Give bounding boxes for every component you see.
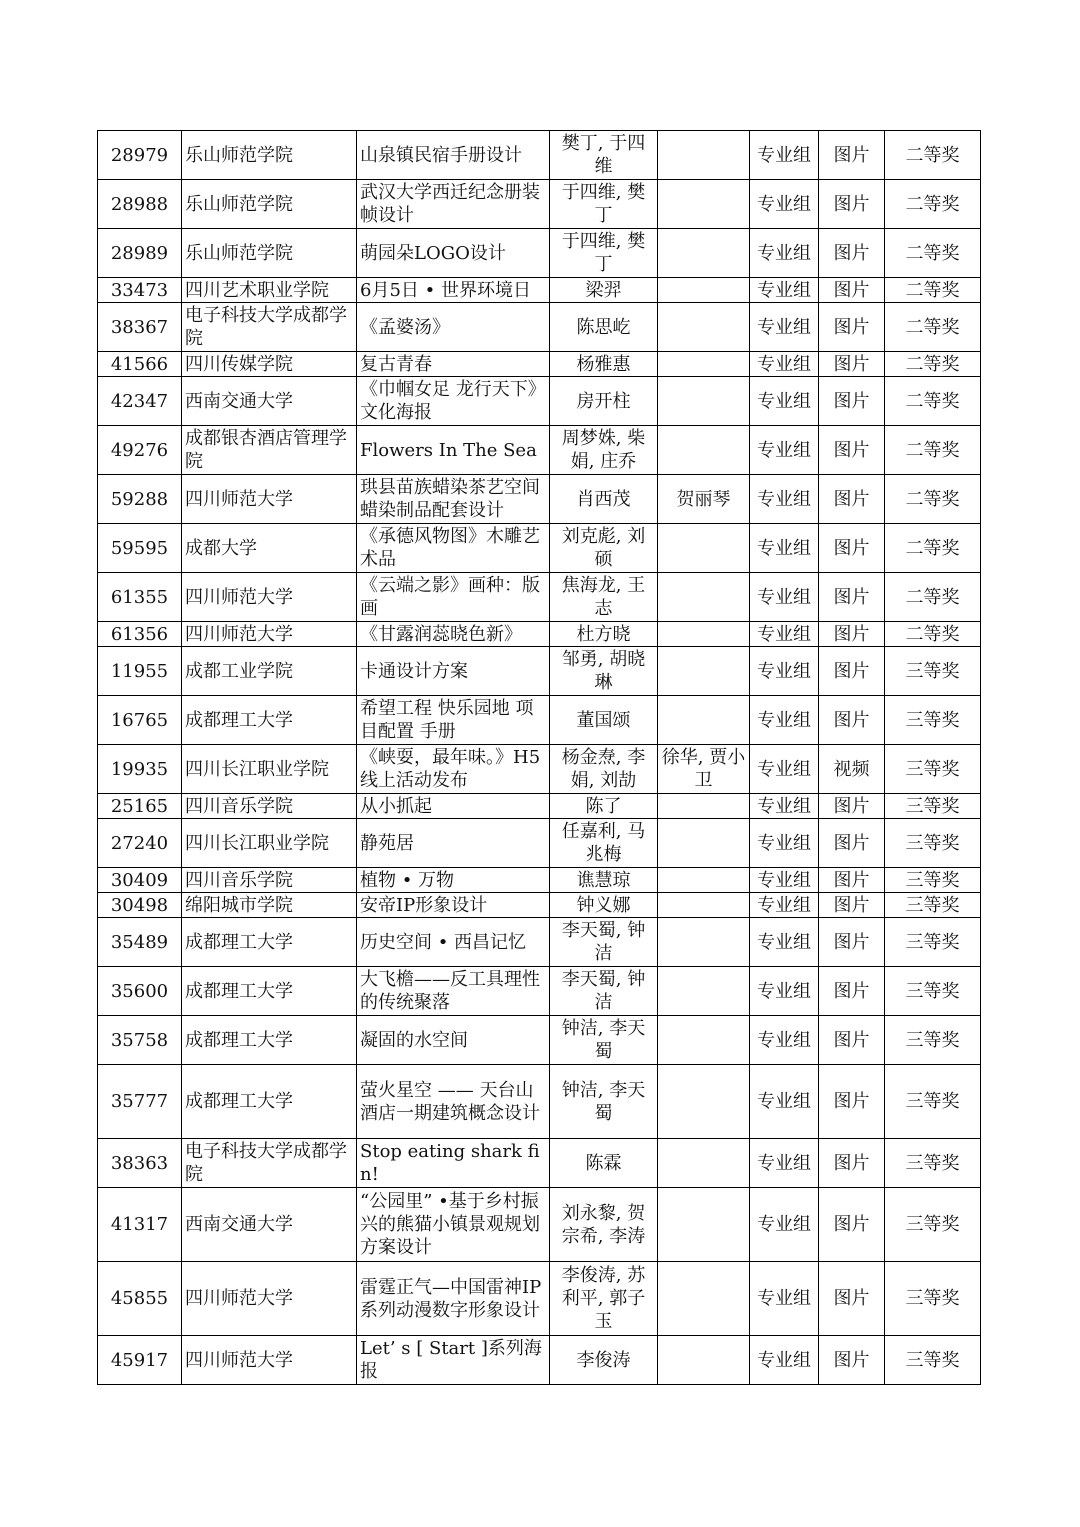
- table-row: [98, 1188, 981, 1262]
- advisor-cell: [658, 893, 750, 918]
- award-level-cell: 三等奖: [885, 893, 981, 918]
- work-title-cell: Flowers In The Sea: [357, 426, 550, 475]
- advisor-cell: [658, 229, 750, 278]
- work-type-cell: 图片: [819, 794, 885, 819]
- school-cell: 电子科技大学成都学院: [182, 303, 357, 352]
- work-type-cell: 图片: [819, 303, 885, 352]
- school-cell: 成都工业学院: [182, 647, 357, 696]
- table-row: [98, 794, 981, 819]
- authors-cell: 焦海龙, 王志: [550, 573, 658, 622]
- entry-id-cell: 42347: [98, 377, 182, 426]
- table-row: [98, 819, 981, 868]
- award-level-cell: 二等奖: [885, 229, 981, 278]
- work-title-cell: 武汉大学西迁纪念册装帧设计: [357, 180, 550, 229]
- entry-id-cell: 35600: [98, 967, 182, 1016]
- entry-id-cell: 35489: [98, 918, 182, 967]
- award-level-cell: 三等奖: [885, 1065, 981, 1139]
- award-level-cell: 三等奖: [885, 745, 981, 794]
- school-cell: 西南交通大学: [182, 377, 357, 426]
- group-cell: 专业组: [750, 352, 819, 377]
- table-row: [98, 524, 981, 573]
- authors-cell: 李俊涛, 苏利平, 郭子玉: [550, 1262, 658, 1336]
- school-cell: 乐山师范学院: [182, 229, 357, 278]
- authors-cell: 钟洁, 李天蜀: [550, 1016, 658, 1065]
- authors-cell: 肖西茂: [550, 475, 658, 524]
- school-cell: 四川长江职业学院: [182, 819, 357, 868]
- entry-id-cell: 35777: [98, 1065, 182, 1139]
- award-level-cell: 二等奖: [885, 180, 981, 229]
- table-row: [98, 1065, 981, 1139]
- work-type-cell: 图片: [819, 377, 885, 426]
- award-level-cell: 二等奖: [885, 352, 981, 377]
- advisor-cell: [658, 696, 750, 745]
- advisor-cell: [658, 524, 750, 573]
- authors-cell: 李天蜀, 钟洁: [550, 918, 658, 967]
- authors-cell: 杜方晓: [550, 622, 658, 647]
- group-cell: 专业组: [750, 967, 819, 1016]
- authors-cell: 陈霖: [550, 1139, 658, 1188]
- table-row: [98, 131, 981, 180]
- group-cell: 专业组: [750, 229, 819, 278]
- group-cell: 专业组: [750, 1336, 819, 1385]
- school-cell: 成都理工大学: [182, 696, 357, 745]
- work-type-cell: 图片: [819, 573, 885, 622]
- table-row: [98, 622, 981, 647]
- authors-cell: 房开柱: [550, 377, 658, 426]
- authors-cell: 钟义娜: [550, 893, 658, 918]
- advisor-cell: 贺丽琴: [658, 475, 750, 524]
- school-cell: 四川师范大学: [182, 475, 357, 524]
- advisor-cell: [658, 1262, 750, 1336]
- work-type-cell: 图片: [819, 696, 885, 745]
- entry-id-cell: 59288: [98, 475, 182, 524]
- table-row: [98, 278, 981, 303]
- group-cell: 专业组: [750, 426, 819, 475]
- table-row: [98, 745, 981, 794]
- work-type-cell: 图片: [819, 131, 885, 180]
- work-title-cell: 6月5日 • 世界环境日: [357, 278, 550, 303]
- work-title-cell: 安帝IP形象设计: [357, 893, 550, 918]
- entry-id-cell: 49276: [98, 426, 182, 475]
- school-cell: 成都理工大学: [182, 918, 357, 967]
- work-type-cell: 图片: [819, 1336, 885, 1385]
- advisor-cell: [658, 647, 750, 696]
- group-cell: 专业组: [750, 918, 819, 967]
- advisor-cell: [658, 377, 750, 426]
- award-level-cell: 三等奖: [885, 819, 981, 868]
- authors-cell: 杨金焘, 李娟, 刘劼: [550, 745, 658, 794]
- entry-id-cell: 27240: [98, 819, 182, 868]
- group-cell: 专业组: [750, 131, 819, 180]
- advisor-cell: [658, 967, 750, 1016]
- advisor-cell: [658, 918, 750, 967]
- group-cell: 专业组: [750, 622, 819, 647]
- group-cell: 专业组: [750, 1065, 819, 1139]
- work-type-cell: 图片: [819, 352, 885, 377]
- school-cell: 绵阳城市学院: [182, 893, 357, 918]
- entry-id-cell: 45855: [98, 1262, 182, 1336]
- work-title-cell: 《甘露润蕊晓色新》: [357, 622, 550, 647]
- entry-id-cell: 38363: [98, 1139, 182, 1188]
- award-level-cell: 二等奖: [885, 303, 981, 352]
- entry-id-cell: 61355: [98, 573, 182, 622]
- award-level-cell: 三等奖: [885, 696, 981, 745]
- work-title-cell: 《巾帼女足 龙行天下》文化海报: [357, 377, 550, 426]
- work-type-cell: 图片: [819, 1065, 885, 1139]
- work-type-cell: 图片: [819, 1188, 885, 1262]
- school-cell: 西南交通大学: [182, 1188, 357, 1262]
- table-row: [98, 180, 981, 229]
- table-row: [98, 475, 981, 524]
- group-cell: 专业组: [750, 819, 819, 868]
- table-row: [98, 647, 981, 696]
- school-cell: 成都银杏酒店管理学院: [182, 426, 357, 475]
- work-title-cell: 《承德风物图》木雕艺术品: [357, 524, 550, 573]
- entry-id-cell: 25165: [98, 794, 182, 819]
- award-level-cell: 二等奖: [885, 475, 981, 524]
- work-title-cell: 《孟婆汤》: [357, 303, 550, 352]
- group-cell: 专业组: [750, 475, 819, 524]
- work-type-cell: 视频: [819, 745, 885, 794]
- work-type-cell: 图片: [819, 475, 885, 524]
- entry-id-cell: 61356: [98, 622, 182, 647]
- group-cell: 专业组: [750, 1016, 819, 1065]
- authors-cell: 李俊涛: [550, 1336, 658, 1385]
- work-type-cell: 图片: [819, 1139, 885, 1188]
- authors-cell: 陈思屹: [550, 303, 658, 352]
- table-row: [98, 1139, 981, 1188]
- authors-cell: 谯慧琼: [550, 868, 658, 893]
- group-cell: 专业组: [750, 180, 819, 229]
- work-title-cell: Stop eating shark fin!: [357, 1139, 550, 1188]
- work-title-cell: “公园里” •基于乡村振兴的熊猫小镇景观规划方案设计: [357, 1188, 550, 1262]
- school-cell: 四川传媒学院: [182, 352, 357, 377]
- authors-cell: 周梦姝, 柴娟, 庄乔: [550, 426, 658, 475]
- authors-cell: 樊丁, 于四维: [550, 131, 658, 180]
- award-level-cell: 二等奖: [885, 622, 981, 647]
- award-level-cell: 二等奖: [885, 131, 981, 180]
- work-title-cell: 从小抓起: [357, 794, 550, 819]
- award-level-cell: 二等奖: [885, 426, 981, 475]
- entry-id-cell: 19935: [98, 745, 182, 794]
- award-level-cell: 二等奖: [885, 573, 981, 622]
- work-type-cell: 图片: [819, 1016, 885, 1065]
- work-title-cell: 历史空间 • 西昌记忆: [357, 918, 550, 967]
- group-cell: 专业组: [750, 377, 819, 426]
- school-cell: 四川长江职业学院: [182, 745, 357, 794]
- award-level-cell: 二等奖: [885, 524, 981, 573]
- authors-cell: 邹勇, 胡晓琳: [550, 647, 658, 696]
- award-level-cell: 二等奖: [885, 278, 981, 303]
- table-row: [98, 426, 981, 475]
- advisor-cell: [658, 622, 750, 647]
- work-type-cell: 图片: [819, 967, 885, 1016]
- work-title-cell: 山泉镇民宿手册设计: [357, 131, 550, 180]
- award-level-cell: 三等奖: [885, 1262, 981, 1336]
- advisor-cell: [658, 868, 750, 893]
- authors-cell: 钟洁, 李天蜀: [550, 1065, 658, 1139]
- advisor-cell: [658, 819, 750, 868]
- work-title-cell: 雷霆正气—中国雷神IP系列动漫数字形象设计: [357, 1262, 550, 1336]
- work-type-cell: 图片: [819, 622, 885, 647]
- work-title-cell: 《云端之影》画种：版画: [357, 573, 550, 622]
- work-type-cell: 图片: [819, 893, 885, 918]
- work-title-cell: 植物 • 万物: [357, 868, 550, 893]
- group-cell: 专业组: [750, 573, 819, 622]
- award-table-body: [98, 131, 981, 1385]
- school-cell: 乐山师范学院: [182, 180, 357, 229]
- entry-id-cell: 28988: [98, 180, 182, 229]
- work-title-cell: 复古青春: [357, 352, 550, 377]
- school-cell: 成都理工大学: [182, 1016, 357, 1065]
- school-cell: 成都理工大学: [182, 1065, 357, 1139]
- advisor-cell: [658, 278, 750, 303]
- work-title-cell: 萤火星空 —— 天台山酒店一期建筑概念设计: [357, 1065, 550, 1139]
- table-row: [98, 868, 981, 893]
- advisor-cell: [658, 1065, 750, 1139]
- group-cell: 专业组: [750, 524, 819, 573]
- group-cell: 专业组: [750, 1188, 819, 1262]
- work-type-cell: 图片: [819, 524, 885, 573]
- entry-id-cell: 59595: [98, 524, 182, 573]
- school-cell: 四川音乐学院: [182, 868, 357, 893]
- authors-cell: 陈了: [550, 794, 658, 819]
- authors-cell: 刘永黎, 贺宗希, 李涛: [550, 1188, 658, 1262]
- advisor-cell: [658, 131, 750, 180]
- authors-cell: 于四维, 樊丁: [550, 229, 658, 278]
- table-row: [98, 918, 981, 967]
- entry-id-cell: 28989: [98, 229, 182, 278]
- authors-cell: 刘克彪, 刘硕: [550, 524, 658, 573]
- table-row: [98, 573, 981, 622]
- advisor-cell: [658, 352, 750, 377]
- entry-id-cell: 41317: [98, 1188, 182, 1262]
- table-row: [98, 1262, 981, 1336]
- school-cell: 电子科技大学成都学院: [182, 1139, 357, 1188]
- group-cell: 专业组: [750, 1139, 819, 1188]
- group-cell: 专业组: [750, 794, 819, 819]
- advisor-cell: [658, 303, 750, 352]
- school-cell: 四川音乐学院: [182, 794, 357, 819]
- advisor-cell: [658, 180, 750, 229]
- award-level-cell: 三等奖: [885, 868, 981, 893]
- entry-id-cell: 35758: [98, 1016, 182, 1065]
- entry-id-cell: 33473: [98, 278, 182, 303]
- work-type-cell: 图片: [819, 1262, 885, 1336]
- group-cell: 专业组: [750, 868, 819, 893]
- award-level-cell: 二等奖: [885, 377, 981, 426]
- school-cell: 四川师范大学: [182, 573, 357, 622]
- school-cell: 四川师范大学: [182, 622, 357, 647]
- work-title-cell: 希望工程 快乐园地 项目配置 手册: [357, 696, 550, 745]
- advisor-cell: [658, 1139, 750, 1188]
- advisor-cell: [658, 1016, 750, 1065]
- entry-id-cell: 16765: [98, 696, 182, 745]
- advisor-cell: [658, 1188, 750, 1262]
- work-title-cell: Let’ s [ Start ]系列海报: [357, 1336, 550, 1385]
- table-row: [98, 967, 981, 1016]
- award-level-cell: 三等奖: [885, 794, 981, 819]
- work-type-cell: 图片: [819, 278, 885, 303]
- group-cell: 专业组: [750, 278, 819, 303]
- work-title-cell: 珙县苗族蜡染茶艺空间蜡染制品配套设计: [357, 475, 550, 524]
- award-level-cell: 三等奖: [885, 1188, 981, 1262]
- entry-id-cell: 41566: [98, 352, 182, 377]
- group-cell: 专业组: [750, 696, 819, 745]
- authors-cell: 于四维, 樊丁: [550, 180, 658, 229]
- advisor-cell: [658, 426, 750, 475]
- work-title-cell: 《峡耍，最年味。》H5线上活动发布: [357, 745, 550, 794]
- award-level-cell: 三等奖: [885, 1139, 981, 1188]
- entry-id-cell: 30498: [98, 893, 182, 918]
- authors-cell: 杨雅惠: [550, 352, 658, 377]
- work-title-cell: 凝固的水空间: [357, 1016, 550, 1065]
- school-cell: 成都理工大学: [182, 967, 357, 1016]
- school-cell: 四川师范大学: [182, 1336, 357, 1385]
- table-row: [98, 696, 981, 745]
- award-level-cell: 三等奖: [885, 1336, 981, 1385]
- entry-id-cell: 45917: [98, 1336, 182, 1385]
- school-cell: 四川艺术职业学院: [182, 278, 357, 303]
- entry-id-cell: 28979: [98, 131, 182, 180]
- group-cell: 专业组: [750, 647, 819, 696]
- table-row: [98, 352, 981, 377]
- work-title-cell: 静苑居: [357, 819, 550, 868]
- work-title-cell: 大飞檐——反工具理性的传统聚落: [357, 967, 550, 1016]
- award-level-cell: 三等奖: [885, 918, 981, 967]
- table-row: [98, 303, 981, 352]
- authors-cell: 梁羿: [550, 278, 658, 303]
- work-title-cell: 萌园朵LOGO设计: [357, 229, 550, 278]
- entry-id-cell: 30409: [98, 868, 182, 893]
- school-cell: 四川师范大学: [182, 1262, 357, 1336]
- advisor-cell: 徐华, 贾小卫: [658, 745, 750, 794]
- group-cell: 专业组: [750, 893, 819, 918]
- award-level-cell: 三等奖: [885, 1016, 981, 1065]
- award-table: [97, 130, 981, 1385]
- authors-cell: 任嘉利, 马兆梅: [550, 819, 658, 868]
- entry-id-cell: 11955: [98, 647, 182, 696]
- school-cell: 成都大学: [182, 524, 357, 573]
- group-cell: 专业组: [750, 1262, 819, 1336]
- work-type-cell: 图片: [819, 180, 885, 229]
- work-type-cell: 图片: [819, 819, 885, 868]
- table-row: [98, 893, 981, 918]
- award-level-cell: 三等奖: [885, 967, 981, 1016]
- table-row: [98, 1016, 981, 1065]
- advisor-cell: [658, 794, 750, 819]
- award-level-cell: 三等奖: [885, 647, 981, 696]
- school-cell: 乐山师范学院: [182, 131, 357, 180]
- work-type-cell: 图片: [819, 868, 885, 893]
- group-cell: 专业组: [750, 303, 819, 352]
- advisor-cell: [658, 1336, 750, 1385]
- work-title-cell: 卡通设计方案: [357, 647, 550, 696]
- table-row: [98, 377, 981, 426]
- table-row: [98, 229, 981, 278]
- entry-id-cell: 38367: [98, 303, 182, 352]
- work-type-cell: 图片: [819, 918, 885, 967]
- work-type-cell: 图片: [819, 426, 885, 475]
- authors-cell: 李天蜀, 钟洁: [550, 967, 658, 1016]
- group-cell: 专业组: [750, 745, 819, 794]
- work-type-cell: 图片: [819, 229, 885, 278]
- advisor-cell: [658, 573, 750, 622]
- work-type-cell: 图片: [819, 647, 885, 696]
- authors-cell: 董国颂: [550, 696, 658, 745]
- table-row: [98, 1336, 981, 1385]
